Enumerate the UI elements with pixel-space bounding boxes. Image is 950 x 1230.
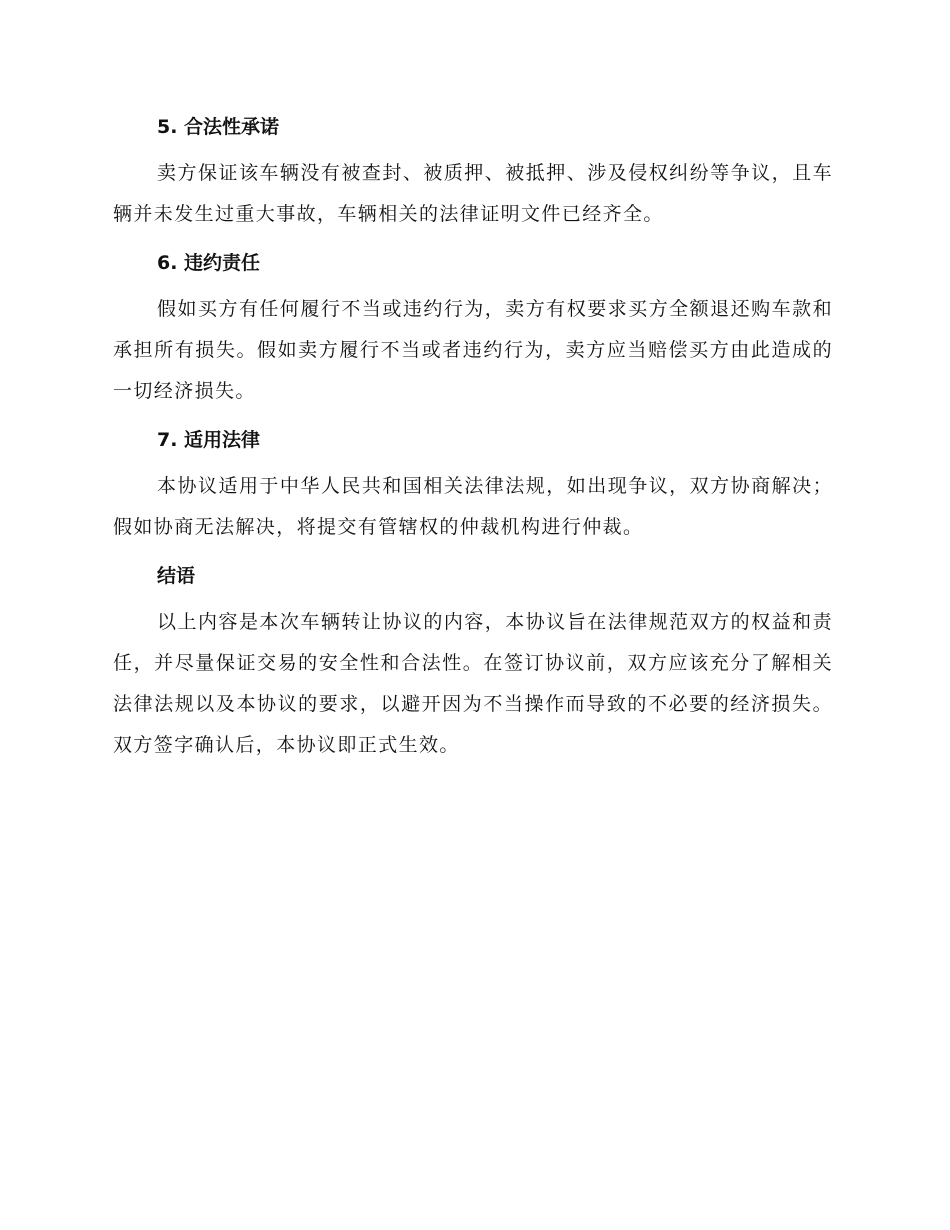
section-paragraph: 以上内容是本次车辆转让协议的内容，本协议旨在法律规范双方的权益和责任，并尽量保证交易的安全性和合法性。在签订协议前，双方应该充分了解相关法律法规以及本协议的要求，以避开因为不当操作而导致的不必要的经济损失。双方签字确认后，本协议即正式生效。 bbox=[113, 611, 833, 756]
section-heading: 6. 违约责任 bbox=[157, 252, 261, 274]
section-paragraph: 卖方保证该车辆没有被查封、被质押、被抵押、涉及侵权纠纷等争议，且车辆并未发生过重大事故，车辆相关的法律证明文件已经齐全。 bbox=[113, 162, 833, 225]
section-applicable-law bbox=[113, 423, 833, 559]
section-legality-commitment bbox=[113, 110, 833, 246]
section-conclusion bbox=[113, 559, 833, 766]
section-heading: 结语 bbox=[157, 565, 196, 587]
section-heading: 7. 适用法律 bbox=[157, 429, 261, 451]
section-breach-liability bbox=[113, 246, 833, 423]
document-body bbox=[113, 110, 833, 766]
section-paragraph: 假如买方有任何履行不当或违约行为，卖方有权要求买方全额退还购车款和承担所有损失。假如卖方履行不当或者违约行为，卖方应当赔偿买方由此造成的一切经济损失。 bbox=[113, 298, 833, 402]
section-paragraph: 本协议适用于中华人民共和国相关法律法规，如出现争议，双方协商解决；假如协商无法解决，将提交有管辖权的仲裁机构进行仲裁。 bbox=[113, 475, 833, 538]
section-heading: 5. 合法性承诺 bbox=[157, 116, 280, 138]
